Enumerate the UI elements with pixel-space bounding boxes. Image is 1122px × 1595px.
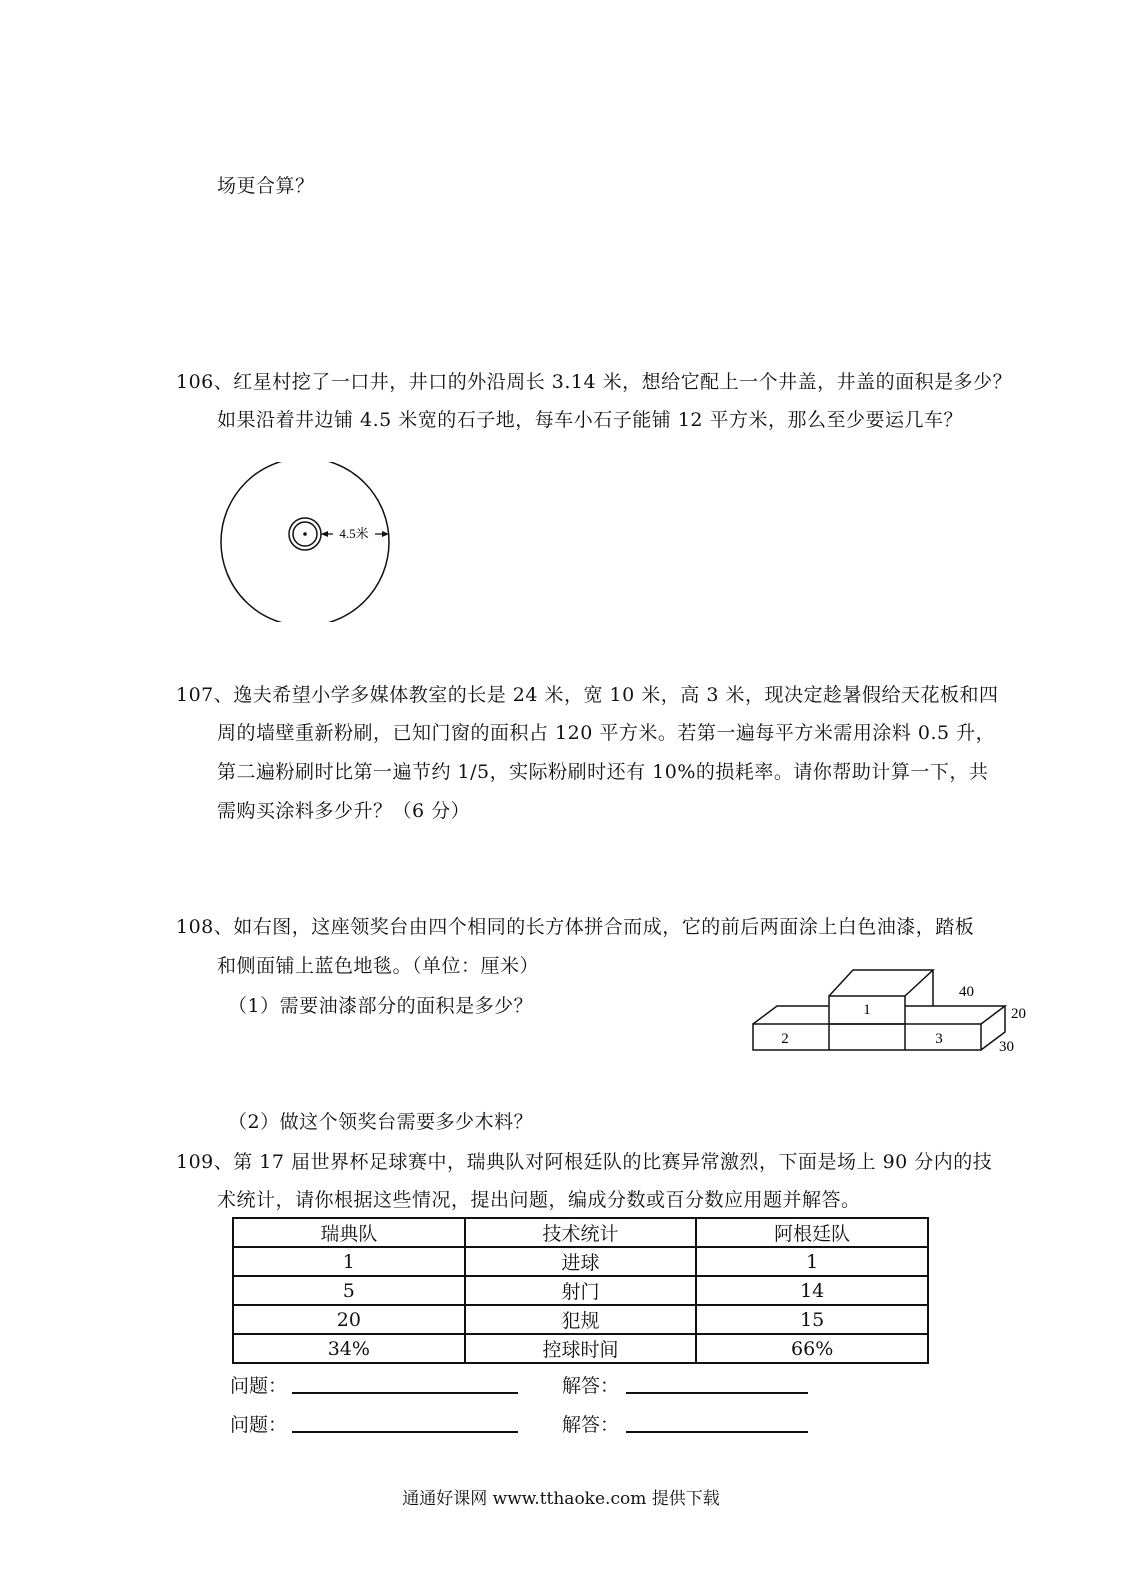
table-cell: 进球 xyxy=(465,1247,697,1276)
header-cell-sweden: 瑞典队 xyxy=(233,1218,465,1247)
question-blank-2[interactable] xyxy=(292,1431,518,1433)
dim-40-label: 40 xyxy=(959,984,974,1000)
header-cell-argentina: 阿根廷队 xyxy=(696,1218,928,1247)
table-cell: 控球时间 xyxy=(465,1334,697,1363)
table-cell: 射门 xyxy=(465,1276,697,1305)
table-cell: 66% xyxy=(696,1334,928,1363)
table-row xyxy=(233,1276,928,1305)
block-1-label: 1 xyxy=(863,1002,871,1018)
dim-20-label: 20 xyxy=(1011,1006,1026,1022)
table-cell: 5 xyxy=(233,1276,465,1305)
q107-line2: 周的墙壁重新粉刷，已知门窗的面积占 120 平方米。若第一遍每平方米需用涂料 0.5 升， xyxy=(217,722,996,744)
arrowhead-left xyxy=(321,531,328,537)
q108-sub2: （2）做这个领奖台需要多少木料？ xyxy=(228,1111,534,1133)
answer-blank-1[interactable] xyxy=(626,1392,808,1394)
question-label-1: 问题： xyxy=(230,1375,288,1397)
q107-line4: 需购买涂料多少升？（6 分） xyxy=(217,800,471,822)
block-3-label: 3 xyxy=(935,1031,943,1047)
q109-line2: 术统计，请你根据这些情况，提出问题，编成分数或百分数应用题并解答。 xyxy=(217,1189,861,1211)
answer-label-1: 解答： xyxy=(562,1375,620,1397)
question-blank-1[interactable] xyxy=(292,1392,518,1394)
table-cell: 15 xyxy=(696,1305,928,1334)
q107-line3: 第二遍粉刷时比第一遍节约 1/5，实际粉刷时还有 10%的损耗率。请你帮助计算一下，共 xyxy=(217,761,989,783)
q108-line2: 和侧面铺上蓝色地毯。（单位：厘米） xyxy=(217,955,540,977)
table-cell: 34% xyxy=(233,1334,465,1363)
table-cell: 20 xyxy=(233,1305,465,1334)
page-footer: 通通好课网 www.tthaoke.com 提供下载 xyxy=(402,1489,720,1509)
table-cell: 犯规 xyxy=(465,1305,697,1334)
podium-figure xyxy=(745,962,1045,1062)
dim-30-label: 30 xyxy=(999,1039,1014,1055)
q106-line1: 106、红星村挖了一口井，井口的外沿周长 3.14 米，想给它配上一个井盖，井盖的面积是多少？ xyxy=(176,371,1013,393)
block-2-label: 2 xyxy=(781,1031,789,1047)
table-cell: 1 xyxy=(696,1247,928,1276)
table-header-row xyxy=(233,1218,928,1247)
table-row xyxy=(233,1334,928,1363)
table-row xyxy=(233,1305,928,1334)
table-row xyxy=(233,1247,928,1276)
question-label-2: 问题： xyxy=(230,1414,288,1436)
stats-table xyxy=(232,1217,929,1364)
continuation-text: 场更合算？ xyxy=(217,175,315,197)
header-cell-stat: 技术统计 xyxy=(465,1218,697,1247)
table-cell: 14 xyxy=(696,1276,928,1305)
answer-blank-2[interactable] xyxy=(626,1431,808,1433)
q108-line1: 108、如右图，这座领奖台由四个相同的长方体拼合而成，它的前后两面涂上白色油漆，踏板 xyxy=(176,916,975,938)
q108-sub1: （1）需要油漆部分的面积是多少？ xyxy=(228,995,534,1017)
table-cell: 1 xyxy=(233,1247,465,1276)
well-center-dot xyxy=(303,532,307,536)
q107-line1: 107、逸夫希望小学多媒体教室的长是 24 米，宽 10 米，高 3 米，现决定趁暑假给天花板和四 xyxy=(176,684,999,706)
width-label: 4.5米 xyxy=(339,526,369,541)
q106-line2: 如果沿着井边铺 4.5 米宽的石子地，每车小石子能铺 12 平方米，那么至少要运几车？ xyxy=(217,409,964,431)
answer-label-2: 解答： xyxy=(562,1414,620,1436)
well-figure xyxy=(215,462,395,622)
q109-line1: 109、第 17 届世界杯足球赛中，瑞典队对阿根廷队的比赛异常激烈，下面是场上 90 分内的技 xyxy=(176,1151,993,1173)
